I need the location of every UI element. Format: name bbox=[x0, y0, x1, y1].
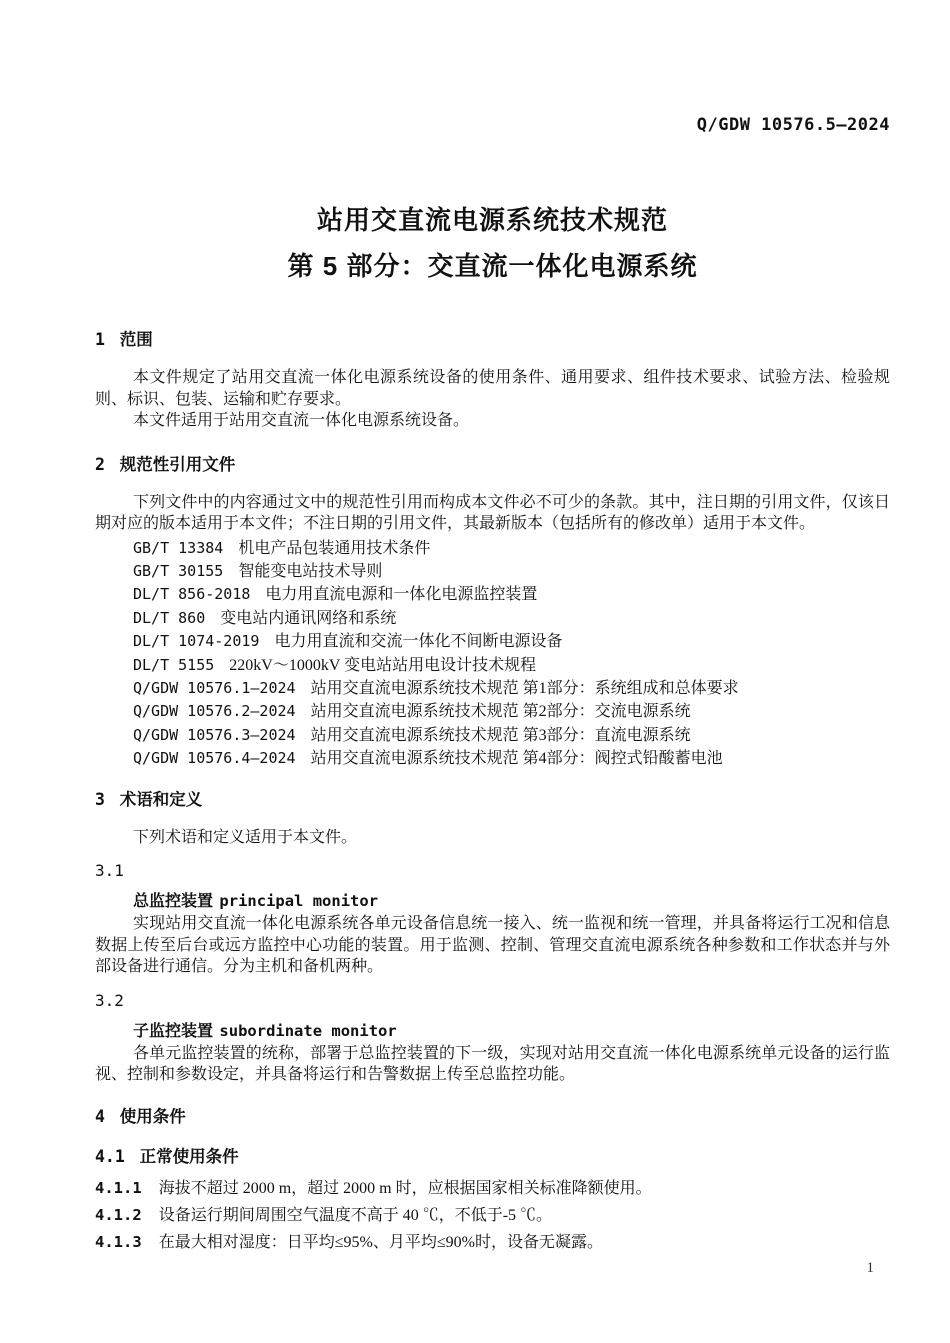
section-number: 4.1 bbox=[95, 1146, 125, 1166]
reference-code: Q/GDW 10576.2—2024 bbox=[133, 702, 296, 721]
term-heading bbox=[95, 1020, 890, 1043]
reference-item bbox=[133, 677, 890, 700]
term-definition: 各单元监控装置的统称，部署于总监控装置的下一级，实现对站用交直流一体化电源系统单元设备的运行监视、控制和参数设定，并具备将运行和告警数据上传至总监控功能。 bbox=[95, 1044, 890, 1084]
reference-code: DL/T 860 bbox=[133, 608, 206, 627]
doc-title-line2: 第 5 部分：交直流一体化电源系统 bbox=[287, 251, 698, 281]
reference-item bbox=[133, 560, 890, 583]
section-3-heading bbox=[95, 789, 890, 811]
scope-paragraph-1: 本文件规定了站用交直流一体化电源系统设备的使用条件、通用要求、组件技术要求、试验方法、检验规则、标识、包装、运输和贮存要求。 bbox=[95, 369, 890, 408]
reference-item bbox=[133, 654, 890, 677]
reference-item bbox=[133, 747, 890, 770]
section-4-heading bbox=[95, 1106, 890, 1128]
normative-refs-intro: 下列文件中的内容通过文中的规范性引用而构成本文件必不可少的条款。其中，注日期的引用文件，仅该日期对应的版本适用于本文件；不注日期的引用文件，其最新版本（包括所有的修改单）适用于本文件。 bbox=[95, 493, 890, 532]
term-name-zh: 子监控装置 bbox=[133, 1022, 214, 1040]
section-number: 4 bbox=[95, 1106, 105, 1126]
reference-title: 站用交直流电源系统技术规范 第4部分：阀控式铅酸蓄电池 bbox=[310, 750, 723, 768]
section-number: 3 bbox=[95, 789, 105, 809]
reference-code: DL/T 856-2018 bbox=[133, 585, 251, 604]
reference-item bbox=[133, 724, 890, 747]
reference-code: Q/GDW 10576.4—2024 bbox=[133, 749, 296, 768]
reference-title: 220kV～1000kV 变电站站用电设计技术规程 bbox=[229, 656, 537, 674]
section-title: 术语和定义 bbox=[119, 790, 203, 809]
terms-intro: 下列术语和定义适用于本文件。 bbox=[133, 828, 358, 846]
section-title: 范围 bbox=[119, 331, 153, 349]
reference-item bbox=[133, 700, 890, 723]
reference-code: GB/T 30155 bbox=[133, 561, 224, 580]
term-heading bbox=[95, 890, 890, 913]
section-2-heading bbox=[95, 454, 890, 476]
scope-paragraph-2: 本文件适用于站用交直流一体化电源系统设备。 bbox=[133, 412, 470, 429]
term-name-zh: 总监控装置 bbox=[133, 893, 214, 911]
clause-text: 设备运行期间周围空气温度不高于 40 ℃，不低于-5 ℃。 bbox=[158, 1206, 553, 1224]
section-title: 规范性引用文件 bbox=[119, 455, 236, 474]
reference-code: GB/T 13384 bbox=[133, 538, 224, 557]
reference-title: 变电站内通讯网络和系统 bbox=[220, 609, 397, 627]
clause-item bbox=[95, 1175, 890, 1202]
reference-list bbox=[95, 537, 890, 771]
section-title: 正常使用条件 bbox=[139, 1147, 239, 1166]
reference-title: 机电产品包装通用技术条件 bbox=[238, 539, 431, 557]
reference-item bbox=[133, 607, 890, 630]
reference-item bbox=[133, 630, 890, 653]
reference-code: DL/T 5155 bbox=[133, 655, 215, 674]
term-id: 3.2 bbox=[95, 990, 124, 1010]
term-name-en: subordinate monitor bbox=[219, 1021, 397, 1040]
reference-code: Q/GDW 10576.3—2024 bbox=[133, 725, 296, 744]
section-4-1-heading bbox=[95, 1146, 890, 1168]
doc-title-line1: 站用交直流电源系统技术规范 bbox=[316, 205, 668, 235]
clause-list bbox=[95, 1175, 890, 1256]
term-id: 3.1 bbox=[95, 861, 124, 881]
section-number: 1 bbox=[95, 330, 105, 349]
clause-number: 4.1.1 bbox=[95, 1178, 142, 1197]
term-name-en: principal monitor bbox=[219, 892, 379, 911]
doc-title bbox=[95, 197, 890, 289]
clause-number: 4.1.3 bbox=[95, 1232, 142, 1251]
clause-item bbox=[95, 1229, 890, 1256]
section-1-heading bbox=[95, 329, 890, 351]
term-definition: 实现站用交直流一体化电源系统各单元设备信息统一接入、统一监视和统一管理，并具备将运行工况和信息数据上传至后台或远方监控中心功能的装置。用于监测、控制、管理交直流电源系统各种参数和工作状态并与外部设备进行通信。分为主机和备机两种。 bbox=[95, 915, 890, 976]
clause-text: 海拔不超过 2000 m，超过 2000 m 时，应根据国家相关标准降额使用。 bbox=[158, 1179, 652, 1197]
clause-item bbox=[95, 1202, 890, 1229]
reference-title: 站用交直流电源系统技术规范 第1部分：系统组成和总体要求 bbox=[310, 679, 739, 697]
reference-title: 电力用直流和交流一体化不间断电源设备 bbox=[274, 633, 563, 651]
clause-text: 在最大相对湿度：日平均≤95%、月平均≤90%时，设备无凝露。 bbox=[158, 1233, 603, 1251]
reference-title: 电力用直流电源和一体化电源监控装置 bbox=[265, 586, 538, 604]
section-number: 2 bbox=[95, 454, 105, 474]
reference-item bbox=[133, 537, 890, 560]
reference-item bbox=[133, 583, 890, 606]
reference-title: 站用交直流电源系统技术规范 第3部分：直流电源系统 bbox=[310, 726, 691, 744]
reference-title: 站用交直流电源系统技术规范 第2部分：交流电源系统 bbox=[310, 703, 691, 721]
doc-number: Q/GDW 10576.5—2024 bbox=[696, 115, 890, 135]
page-number: 1 bbox=[866, 1259, 874, 1276]
clause-number: 4.1.2 bbox=[95, 1205, 142, 1224]
section-title: 使用条件 bbox=[119, 1107, 186, 1126]
reference-code: DL/T 1074-2019 bbox=[133, 632, 260, 651]
reference-title: 智能变电站技术导则 bbox=[238, 562, 383, 580]
reference-code: Q/GDW 10576.1—2024 bbox=[133, 678, 296, 697]
